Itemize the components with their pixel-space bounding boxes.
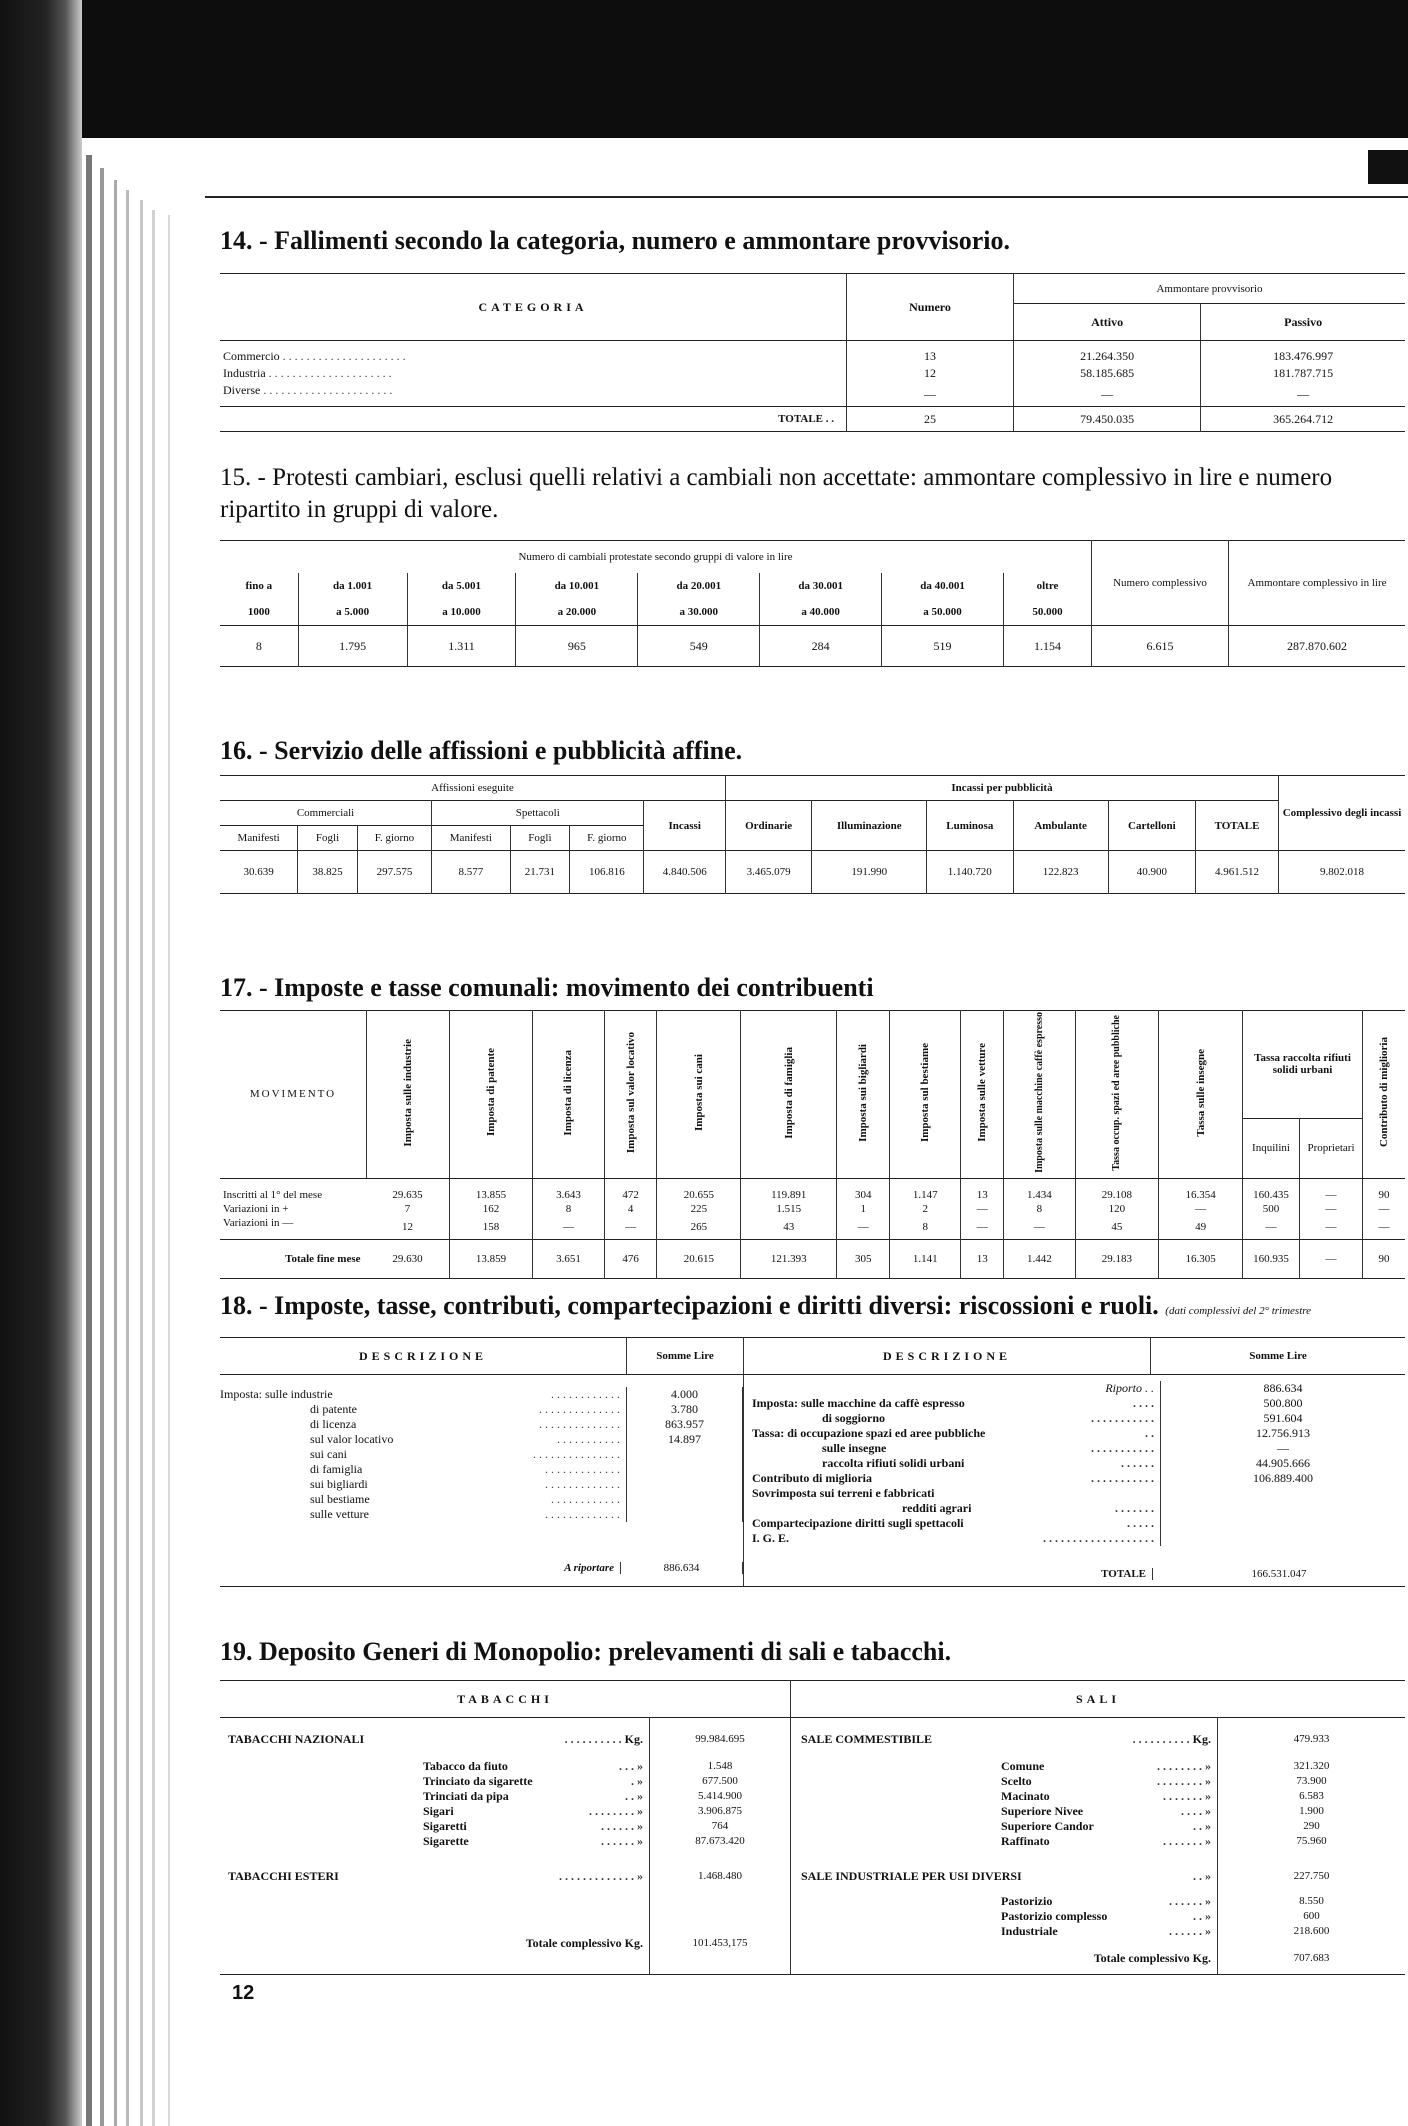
left-labels [220, 1387, 626, 1522]
col-descrizione: DESCRIZIONE [744, 1338, 1151, 1375]
cell: — [1300, 1202, 1363, 1216]
cell: 158 [449, 1216, 533, 1240]
cell: 90 [1378, 1188, 1390, 1201]
cell: 73.900 [1296, 1775, 1327, 1787]
cell: 3.906.875 [698, 1805, 742, 1817]
total-label: TOTALE . . [220, 407, 847, 432]
totale-label: TOTALE [1101, 1568, 1146, 1580]
table-row [220, 365, 1405, 382]
col-head: Contributo di miglioria [1363, 1011, 1406, 1179]
col-commerciali: Commerciali [220, 801, 432, 826]
section-17 [220, 972, 1405, 1279]
cell: 99.984.695 [695, 1733, 745, 1745]
right-labels [744, 1381, 1160, 1546]
cell: 160.435 [1243, 1178, 1300, 1202]
cell: 500 [1243, 1202, 1300, 1216]
cell: — [847, 382, 1014, 407]
row-label: Commercio . . . . . . . . . . . . . . . . . . . . . [220, 341, 847, 366]
cell: 3.780 [671, 1402, 698, 1416]
list-item: di soggiorno . . . . . . . . . . . [822, 1411, 1154, 1425]
table-row [220, 1202, 1405, 1216]
cell: — [1378, 1202, 1390, 1215]
fallimenti-table [220, 273, 1405, 432]
cell: 284 [760, 626, 882, 667]
cell: 1.140.720 [927, 851, 1013, 894]
list-item: di patente . . . . . . . . . . . . . . [310, 1402, 620, 1416]
tabacchi-values [650, 1718, 791, 1975]
list-item: TABACCHI NAZIONALI . . . . . . . . . . Kg. [228, 1732, 643, 1746]
section-18 [220, 1290, 1405, 1587]
cell: 1.795 [298, 626, 407, 667]
cell: 2 [890, 1202, 961, 1216]
col-head: oltre [1004, 573, 1092, 599]
col-head: a 5.000 [298, 599, 407, 626]
col-head: Ordinarie [725, 801, 811, 851]
list-item: TABACCHI ESTERI . . . . . . . . . . . . . » [228, 1869, 643, 1883]
list-item: sui bigliardi . . . . . . . . . . . . . [310, 1477, 620, 1491]
cell: 1.468.480 [698, 1870, 742, 1882]
cell: 122.823 [1013, 851, 1108, 894]
cell: 162 [449, 1202, 533, 1216]
col-head: Imposta sui cani [657, 1011, 741, 1179]
list-item: Raffinato . . . . . . . » [1001, 1834, 1211, 1848]
cell: 121.393 [741, 1239, 837, 1278]
cell: 8.550 [1299, 1895, 1324, 1907]
cell: 38.825 [298, 851, 358, 894]
list-item: Pastorizio complesso . . » [1001, 1909, 1211, 1923]
list-item: SALE INDUSTRIALE PER USI DIVERSI . . » [801, 1869, 1211, 1883]
list-item: Tassa: di occupazione spazi ed aree pubbliche . . [752, 1426, 1154, 1440]
list-item: Imposta: sulle industrie . . . . . . . . . . . . [220, 1387, 620, 1401]
cell: 14.897 [668, 1432, 701, 1446]
cell: 12 [847, 365, 1014, 382]
page-edge [86, 155, 92, 2126]
list-item: sul bestiame . . . . . . . . . . . . [310, 1492, 620, 1506]
section-15-title: 15. - Protesti cambiari, esclusi quelli relativi a cambiali non accettate: ammontare complessivo in lire e numero ripartito in gruppi di valore. [220, 464, 1333, 523]
col-head: Manifesti [432, 826, 511, 851]
cell: 4.961.512 [1196, 851, 1279, 894]
cell: 287.870.602 [1287, 638, 1347, 653]
col-incassi-pubblicita: Incassi per pubblicità [725, 776, 1278, 801]
list-item: Contributo di miglioria . . . . . . . . . . . [752, 1471, 1154, 1485]
cell: 764 [711, 1820, 729, 1832]
cell: 9.802.018 [1320, 866, 1364, 878]
page-number: 12 [232, 1982, 255, 2004]
cell: 297.575 [357, 851, 431, 894]
table-row [220, 341, 1405, 366]
col-proprietari: Proprietari [1300, 1118, 1363, 1178]
col-head: Imposta di patente [449, 1011, 533, 1179]
cell: 6.583 [1299, 1790, 1324, 1802]
list-item: sulle vetture . . . . . . . . . . . . . [310, 1507, 620, 1521]
cell: 106.889.400 [1253, 1471, 1313, 1485]
cell: 4 [604, 1202, 657, 1216]
col-descrizione: DESCRIZIONE [358, 1348, 488, 1363]
list-item: Industriale . . . . . . » [1001, 1924, 1211, 1938]
cell: 16.354 [1159, 1178, 1243, 1202]
monopolio-table [220, 1680, 1405, 1975]
cell: 20.615 [657, 1239, 741, 1278]
cell: 5.414.900 [698, 1790, 742, 1802]
col-movimento: MOVIMENTO [220, 1011, 367, 1179]
cell: 886.634 [1263, 1381, 1303, 1395]
col-ammontare: Ammontare provvisorio [1014, 274, 1406, 304]
cell: 1.154 [1004, 626, 1092, 667]
cell: — [1297, 386, 1310, 401]
page-edge [100, 168, 104, 2126]
cell: 1.147 [890, 1178, 961, 1202]
col-categoria: CATEGORIA [220, 274, 847, 341]
cell: 120 [1075, 1202, 1159, 1216]
list-item: Trinciati da pipa . . » [423, 1789, 643, 1803]
table-row [220, 382, 1405, 407]
col-head: a 50.000 [882, 599, 1004, 626]
list-item: Comune . . . . . . . . » [1001, 1759, 1211, 1773]
cell: 16.305 [1159, 1239, 1243, 1278]
list-item: sulle insegne . . . . . . . . . . . [822, 1441, 1154, 1455]
col-head: a 20.000 [516, 599, 638, 626]
riscossioni-left [220, 1375, 744, 1587]
cell: 8 [533, 1202, 604, 1216]
cell: — [961, 1202, 1004, 1216]
cell: 29.183 [1075, 1239, 1159, 1278]
cell: 4.840.506 [644, 851, 726, 894]
col-affissioni: Affissioni eseguite [220, 776, 725, 801]
cell: 8 [220, 626, 298, 667]
cell: 304 [837, 1178, 890, 1202]
cell: 58.185.685 [1014, 365, 1201, 382]
list-item: di famiglia . . . . . . . . . . . . . [310, 1462, 620, 1476]
riportare-label: A riportare [564, 1562, 614, 1574]
cell: 90 [1378, 1252, 1390, 1265]
cell: 101.453,175 [692, 1937, 748, 1949]
right-values [1160, 1381, 1405, 1546]
cell: 591.604 [1263, 1411, 1303, 1425]
col-head: da 1.001 [298, 573, 407, 599]
col-head: fino a [220, 573, 298, 599]
cell: 321.320 [1293, 1760, 1330, 1772]
col-head: Luminosa [927, 801, 1013, 851]
col-head: a 10.000 [407, 599, 516, 626]
col-head: a 40.000 [760, 599, 882, 626]
cell: — [1300, 1239, 1363, 1278]
list-item: I. G. E. . . . . . . . . . . . . . . . . . . . [752, 1531, 1154, 1545]
col-head: da 40.001 [882, 573, 1004, 599]
cell: — [604, 1216, 657, 1240]
cell: — [1014, 382, 1201, 407]
col-head: da 5.001 [407, 573, 516, 599]
list-item: Sigari . . . . . . . . » [423, 1804, 643, 1818]
riportare-value: 886.634 [620, 1562, 743, 1574]
cell: 225 [657, 1202, 741, 1216]
col-tabacchi: TABACCHI [457, 1691, 553, 1706]
cell: 13 [961, 1239, 1004, 1278]
riscossioni-right [744, 1375, 1406, 1587]
col-head: Imposta di licenza [533, 1011, 604, 1179]
cell: 119.891 [741, 1178, 837, 1202]
section-14-title: 14. - Fallimenti secondo la categoria, numero e ammontare provvisorio. [220, 226, 1011, 255]
cell: 3.651 [533, 1239, 604, 1278]
cell: 75.960 [1296, 1835, 1327, 1847]
col-head: Manifesti [220, 826, 298, 851]
col-tassa-rifiuti: Tassa raccolta rifiuti solidi urbani [1243, 1011, 1363, 1119]
col-somme: Somme Lire [1151, 1338, 1406, 1375]
cell: 160.935 [1243, 1239, 1300, 1278]
cell: 1.900 [1299, 1805, 1324, 1817]
list-item: sul valor locativo . . . . . . . . . . . [310, 1432, 620, 1446]
cell: 183.476.997 [1273, 349, 1334, 363]
cell: 12 [367, 1216, 450, 1240]
cell: — [961, 1216, 1004, 1240]
cell: 79.450.035 [1014, 407, 1201, 432]
list-item: Totale complessivo Kg. [525, 1936, 643, 1950]
cell: 863.957 [665, 1417, 704, 1431]
page-edge [152, 210, 155, 2126]
cell: 44.905.666 [1256, 1456, 1310, 1470]
col-head: Fogli [298, 826, 358, 851]
col-ammontare: Ammontare complessivo in lire [1247, 577, 1387, 589]
cell: — [1378, 1221, 1390, 1234]
imposte-comunali-table [220, 1010, 1405, 1279]
page-edge [114, 180, 117, 2126]
col-numero: Numero complessivo [1092, 541, 1229, 626]
col-head: da 20.001 [638, 573, 760, 599]
cell: 8 [890, 1216, 961, 1240]
section-17-title: 17. - Imposte e tasse comunali: movimento dei contribuenti [220, 973, 874, 1002]
protesti-table [220, 540, 1405, 667]
cell: 8.577 [432, 851, 511, 894]
col-head: F. giorno [357, 826, 431, 851]
col-head: Imposta sulle macchine caffè espresso [1004, 1011, 1075, 1179]
list-item: Tabacco da fiuto . . . » [423, 1759, 643, 1773]
cell: 29.635 [367, 1178, 450, 1202]
list-item: Sigaretti . . . . . . » [423, 1819, 643, 1833]
list-item: Sovrimposta sui terreni e fabbricati [752, 1486, 935, 1500]
section-15 [220, 462, 1405, 667]
cell: 965 [516, 626, 638, 667]
section-18-title-text: 18. - Imposte, tasse, contributi, compartecipazioni e diritti diversi: riscossioni e ruoli. [220, 1291, 1159, 1320]
list-item: Sigarette . . . . . . » [423, 1834, 643, 1848]
list-item: Scelto . . . . . . . . » [1001, 1774, 1211, 1788]
cell: 21.731 [510, 851, 570, 894]
page-edge [168, 215, 170, 2126]
cell: 43 [741, 1216, 837, 1240]
col-head: Cartelloni [1108, 801, 1195, 851]
total-label: Totale fine mese [285, 1252, 361, 1265]
page-top-rule [205, 196, 1408, 198]
col-head: da 30.001 [760, 573, 882, 599]
list-item: Totale complessivo Kg. [1093, 1951, 1211, 1965]
cell: 30.639 [220, 851, 298, 894]
cell: 49 [1159, 1216, 1243, 1240]
scan-top-border [0, 0, 1408, 138]
cell: 677.500 [702, 1775, 738, 1787]
cell: 476 [604, 1239, 657, 1278]
col-somme: Somme Lire [627, 1338, 744, 1375]
col-spettacoli: Spettacoli [432, 801, 644, 826]
cell: 13 [961, 1178, 1004, 1202]
page-edge [126, 190, 129, 2126]
cell: 500.800 [1263, 1396, 1303, 1410]
cell: — [1300, 1216, 1363, 1240]
cell: 13 [847, 341, 1014, 366]
cell: 29.108 [1075, 1178, 1159, 1202]
cell: 87.673.420 [695, 1835, 745, 1847]
sali-values [1218, 1718, 1406, 1975]
tabacchi-labels [220, 1718, 650, 1975]
list-item: SALE COMMESTIBILE . . . . . . . . . . Kg. [801, 1732, 1211, 1746]
page-edge [140, 200, 143, 2126]
col-head: Ambulante [1013, 801, 1108, 851]
col-numero: Numero [847, 274, 1014, 341]
cell: 1.311 [407, 626, 516, 667]
left-values [626, 1387, 743, 1522]
cell: 305 [837, 1239, 890, 1278]
cell: 227.750 [1293, 1870, 1330, 1882]
cell: — [533, 1216, 604, 1240]
col-head: a 30.000 [638, 599, 760, 626]
cell: — [1159, 1202, 1243, 1216]
cell: — [1277, 1441, 1289, 1455]
col-head: Imposta di famiglia [741, 1011, 837, 1179]
cell: 365.264.712 [1273, 411, 1334, 426]
list-item: Riporto . . [1105, 1381, 1154, 1395]
col-head: Tassa sulle insegne [1159, 1011, 1243, 1179]
col-head: Imposta sui bigliardi [837, 1011, 890, 1179]
cell: 472 [604, 1178, 657, 1202]
cell: 21.264.350 [1014, 341, 1201, 366]
table-row [220, 851, 1405, 894]
cell: 265 [657, 1216, 741, 1240]
col-inquilini: Inquilini [1243, 1118, 1300, 1178]
cell: 707.683 [1293, 1952, 1330, 1964]
cell: 1.548 [707, 1760, 733, 1772]
row-label: Industria . . . . . . . . . . . . . . . . . . . . . [220, 365, 847, 382]
cell: — [1004, 1216, 1075, 1240]
list-item: sui cani . . . . . . . . . . . . . . . [310, 1447, 620, 1461]
row-label: Inscritti al 1° del mese [223, 1188, 323, 1201]
list-item: Macinato . . . . . . . » [1001, 1789, 1211, 1803]
col-head: Illuminazione [812, 801, 927, 851]
section-19 [220, 1636, 1405, 1975]
cell: 519 [882, 626, 1004, 667]
col-head: da 10.001 [516, 573, 638, 599]
cell: 25 [847, 407, 1014, 432]
col-gruppi: Numero di cambiali protestate secondo gruppi di valore in lire [220, 541, 1092, 574]
riscossioni-table [220, 1337, 1405, 1587]
section-18-note: (dati complessivi del 2° trimestre [1165, 1305, 1312, 1317]
cell: 13.855 [449, 1178, 533, 1202]
cell: 3.465.079 [725, 851, 811, 894]
col-head: Imposta sul bestiame [890, 1011, 961, 1179]
cell: 549 [638, 626, 760, 667]
cell: 3.643 [533, 1178, 604, 1202]
section-16-title: 16. - Servizio delle affissioni e pubblicità affine. [220, 736, 743, 765]
table-total-row [220, 1239, 1405, 1278]
cell: 29.630 [367, 1239, 450, 1278]
col-attivo: Attivo [1014, 304, 1201, 341]
cell: 45 [1075, 1216, 1159, 1240]
list-item: raccolta rifiuti solidi urbani . . . . . . [822, 1456, 1154, 1470]
col-head: Imposta sul valor locativo [604, 1011, 657, 1179]
col-complessivo: Complessivo degli incassi [1282, 807, 1402, 819]
sali-labels [791, 1718, 1218, 1975]
cell: 600 [1303, 1910, 1320, 1922]
cell: 40.900 [1108, 851, 1195, 894]
cell: 181.787.715 [1273, 366, 1334, 380]
list-item: Imposta: sulle macchine da caffè espresso . . . . [752, 1396, 1154, 1410]
cell: 20.655 [657, 1178, 741, 1202]
cell: — [1300, 1178, 1363, 1202]
table-row [220, 1216, 1405, 1240]
list-item: Pastorizio . . . . . . » [1001, 1894, 1211, 1908]
list-item: Compartecipazione diritti sugli spettacoli . . . . . [752, 1516, 1154, 1530]
cell: 4.000 [671, 1387, 698, 1401]
totale-value: 166.531.047 [1152, 1568, 1405, 1580]
section-16 [220, 735, 1405, 894]
col-incassi: Incassi [644, 801, 726, 851]
row-label: Diverse . . . . . . . . . . . . . . . . . . . . . . [220, 382, 847, 407]
col-head: F. giorno [570, 826, 644, 851]
row-label: Variazioni in — [223, 1216, 294, 1229]
list-item: Superiore Candor . . » [1001, 1819, 1211, 1833]
section-14 [220, 225, 1405, 432]
section-19-title: 19. Deposito Generi di Monopolio: prelevamenti di sali e tabacchi. [220, 1637, 952, 1666]
col-head: Imposta sulle industrie [367, 1011, 450, 1179]
cell: 218.600 [1293, 1925, 1330, 1937]
cell: 6.615 [1092, 626, 1229, 667]
cell: 7 [367, 1202, 450, 1216]
cell: — [1243, 1216, 1300, 1240]
col-sali: SALI [791, 1681, 1406, 1718]
scan-right-band [1368, 150, 1408, 184]
col-head: Tassa occup. spazi ed aree pubbliche [1075, 1011, 1159, 1179]
cell: 191.990 [812, 851, 927, 894]
scan-left-binding [0, 0, 82, 2126]
list-item: Superiore Nivee . . . . » [1001, 1804, 1211, 1818]
cell: 290 [1303, 1820, 1320, 1832]
col-head: 50.000 [1004, 599, 1092, 626]
col-head: Imposta sulle vetture [961, 1011, 1004, 1179]
list-item: redditi agrari . . . . . . . [902, 1501, 1154, 1515]
col-head: TOTALE [1196, 801, 1279, 851]
cell: 1.141 [890, 1239, 961, 1278]
cell: 13.859 [449, 1239, 533, 1278]
row-label: Variazioni in + [223, 1202, 289, 1215]
table-total-row [220, 407, 1405, 432]
col-head: 1000 [220, 599, 298, 626]
cell: 479.933 [1293, 1733, 1330, 1745]
cell: 1.515 [741, 1202, 837, 1216]
col-head: Fogli [510, 826, 570, 851]
cell: 1.434 [1004, 1178, 1075, 1202]
cell: 106.816 [570, 851, 644, 894]
list-item: Trinciato da sigarette . » [423, 1774, 643, 1788]
list-item: di licenza . . . . . . . . . . . . . . [310, 1417, 620, 1431]
section-18-title [220, 1290, 1405, 1327]
table-row [220, 626, 1405, 667]
cell: 12.756.913 [1256, 1426, 1310, 1440]
col-passivo: Passivo [1201, 304, 1405, 341]
cell: 1 [837, 1202, 890, 1216]
cell: 1.442 [1004, 1239, 1075, 1278]
table-row [220, 1178, 1405, 1202]
affissioni-table [220, 775, 1405, 894]
cell: 8 [1004, 1202, 1075, 1216]
cell: — [837, 1216, 890, 1240]
